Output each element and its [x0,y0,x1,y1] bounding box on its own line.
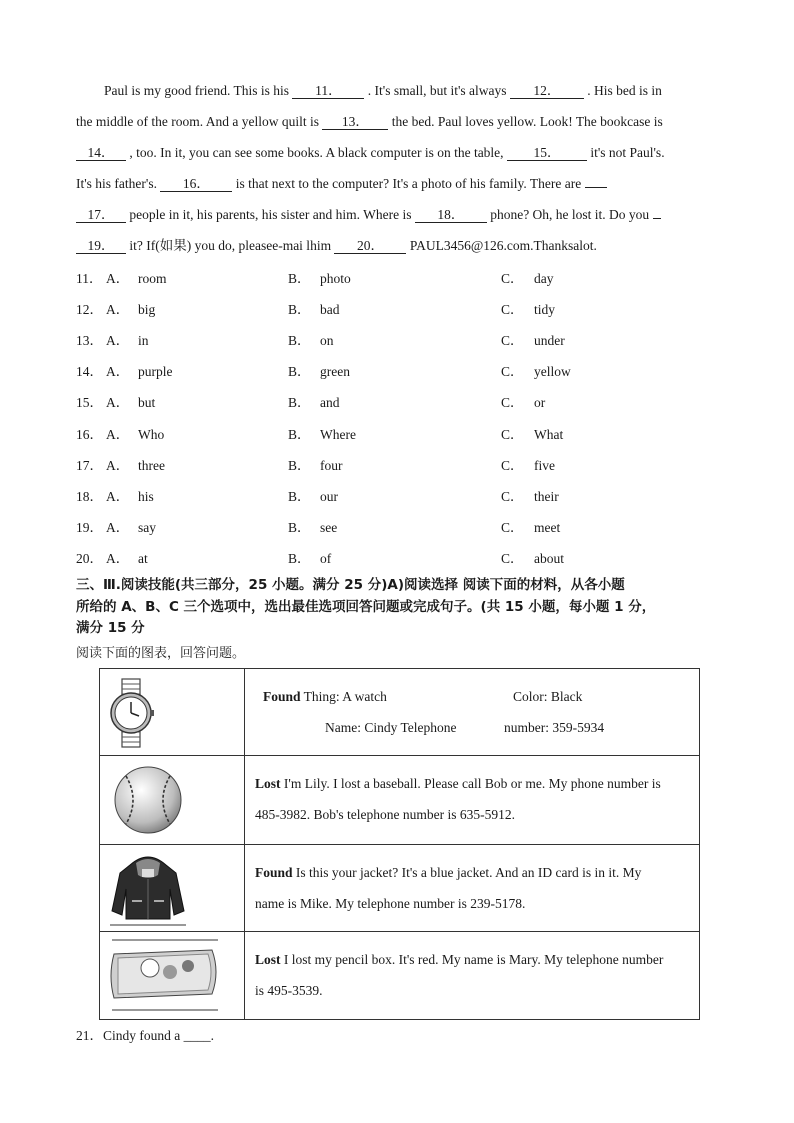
watch-image-cell [100,669,245,756]
blank-20: 20． [334,238,406,254]
option-a: room [138,271,167,286]
baseball-image-cell [100,756,245,845]
question-number: 15． [76,395,103,411]
notice-lost-baseball [245,756,700,845]
option-letter-c: C． [501,550,524,566]
passage-text: it? If(如果) you do, pleasee-mai lhim [126,238,335,253]
notice-kind: Found [263,689,301,704]
blank-16: 16． [160,176,232,192]
option-c: five [534,457,555,473]
option-letter-c: C． [501,395,524,411]
option-c: under [534,333,565,349]
option-b: four [320,457,343,473]
passage-text: . It's small, but it's always [364,83,510,98]
question-number: 20． [76,550,103,566]
lost-found-table [99,668,700,1020]
option-a: big [138,302,156,318]
option-letter-a: A． [106,488,130,504]
option-a: three [138,457,165,473]
baseball-icon [100,756,244,844]
found-thing: Thing: A watch [300,689,387,704]
notice-kind: Lost [255,776,281,791]
option-letter-a: A． [106,519,130,535]
blank-17: 17． [76,207,126,223]
question-number: 14． [76,364,103,380]
option-a: Who [138,426,165,442]
jacket-icon [100,845,244,931]
blank-14: 14． [76,145,126,161]
option-letter-c: C． [501,488,524,504]
blank-12: 12． [510,83,584,99]
option-b: on [320,333,334,349]
passage-text: . His bed is in [583,83,662,98]
notice-line [245,669,699,712]
option-letter-b: B． [288,519,311,535]
watch-icon [100,669,244,755]
option-letter-b: B． [288,395,311,411]
option-letter-a: A． [106,550,130,566]
option-letter-b: B． [288,333,311,349]
option-b: of [320,550,332,566]
option-letter-b: B． [288,488,311,504]
passage-text: it's not Paul's. [586,145,665,160]
question-number: 12． [76,302,103,318]
notice-line [245,712,699,743]
table-row [100,845,700,932]
option-a: his [138,488,154,504]
option-letter-c: C． [501,302,524,318]
option-letter-a: A． [106,457,130,473]
passage-text: PAUL3456@126.com.Thanksalot. [406,238,597,253]
blank-15: 15． [507,145,587,161]
option-letter-a: A． [106,271,130,286]
option-letter-a: A． [106,426,130,442]
option-letter-a: A． [106,333,130,349]
option-b: photo [320,271,351,286]
blank-17-start [585,187,607,188]
table-row [100,756,700,845]
section-heading-line-2: 所给的 A、B、C 三个选项中，选出最佳选项回答问题或完成句子。(共 15 小题，每小题 1 分， [76,599,656,615]
blank-19: 19． [76,238,126,254]
notice-lost-pencil-box [245,932,700,1020]
blank-19-start [653,218,661,219]
option-letter-b: B． [288,457,311,473]
option-letter-b: B． [288,426,311,442]
notice-text: name is Mike. My telephone number is 239-5178. [255,896,526,911]
option-b: green [320,364,350,380]
passage-text: the middle of the room. And a yellow quilt is [76,114,323,129]
passage-line-1 [104,82,662,100]
reading-instruction: 阅读下面的图表，回答问题。 [76,646,246,661]
option-c: meet [534,519,561,535]
passage-text: people in it, his parents, his sister and him. Where is [126,207,415,222]
question-number: 19． [76,519,103,535]
question-number: 16． [76,426,103,442]
option-letter-b: B． [288,364,311,380]
blank-13: 13． [322,114,388,130]
notice-text: is 495-3539. [255,983,323,998]
option-a: in [138,333,149,349]
found-name: Name: Cindy Telephone [325,720,457,735]
option-b: bad [320,302,340,318]
option-letter-a: A． [106,395,130,411]
notice-text: Is this your jacket? It's a blue jacket. And an ID card is in it. My [292,865,642,880]
question-number: 11． [76,271,103,286]
option-b: see [320,519,338,535]
option-c: tidy [534,302,556,318]
notice-line [245,932,699,1006]
blank-11: 11． [292,83,364,99]
passage-text: It's his father's. [76,176,161,191]
passage-line-6 [76,237,597,255]
option-c: their [534,488,559,504]
section-heading-line-1: 三、Ⅲ.阅读技能(共三部分，25 小题。满分 25 分)A)阅读选择 阅读下面的材料，从各小题 [76,577,625,593]
found-color: Color: Black [513,689,583,704]
passage-line-3 [76,144,665,162]
option-letter-b: B． [288,550,311,566]
section-heading-line-3: 满分 15 分 [76,620,145,636]
passage-line-2 [76,113,663,131]
option-letter-c: C． [501,364,524,380]
notice-found-watch [245,669,700,756]
option-b: and [320,395,340,411]
option-b: Where [320,426,356,442]
option-letter-c: C． [501,271,524,286]
option-a: purple [138,364,173,380]
option-b: our [320,488,338,504]
question-21: 21．Cindy found a ____. [76,1028,214,1043]
notice-line [245,845,699,919]
notice-text: I lost my pencil box. It's red. My name is Mary. My telephone number [280,952,664,967]
notice-line [245,756,699,830]
notice-found-jacket [245,845,700,932]
notice-kind: Lost [255,952,281,967]
notice-kind: Found [255,865,293,880]
passage-line-4 [76,175,607,193]
option-a: but [138,395,156,411]
option-c: What [534,426,564,442]
option-c: or [534,395,546,411]
blank-18: 18． [415,207,487,223]
option-letter-c: C． [501,457,524,473]
option-c: yellow [534,364,571,380]
option-c: about [534,550,564,566]
table-row [100,932,700,1020]
found-number: number: 359-5934 [504,720,605,735]
question-number: 17． [76,457,103,473]
option-letter-c: C． [501,333,524,349]
passage-text: phone? Oh, he lost it. Do you [486,207,653,222]
pencil-box-icon [100,932,244,1019]
question-number: 13． [76,333,103,349]
option-letter-b: B． [288,271,311,286]
option-c: day [534,271,554,286]
notice-text: 485-3982. Bob's telephone number is 635-5912. [255,807,516,822]
passage-text: the bed. Paul loves yellow. Look! The bookcase is [388,114,663,129]
option-a: at [138,550,148,566]
pencil-box-image-cell [100,932,245,1020]
passage-text: , too. In it, you can see some books. A black computer is on the table, [126,145,507,160]
question-number: 18． [76,488,103,504]
passage-text: Paul is my good friend. This is his [104,83,293,98]
table-row [100,669,700,756]
option-letter-b: B． [288,302,311,318]
option-letter-c: C． [501,519,524,535]
notice-text: I'm Lily. I lost a baseball. Please call Bob or me. My phone number is [280,776,661,791]
option-letter-a: A． [106,364,130,380]
option-letter-c: C． [501,426,524,442]
passage-text: is that next to the computer? It's a photo of his family. There are [232,176,585,191]
passage-line-5 [76,206,661,224]
option-a: say [138,519,156,535]
jacket-image-cell [100,845,245,932]
option-letter-a: A． [106,302,130,318]
